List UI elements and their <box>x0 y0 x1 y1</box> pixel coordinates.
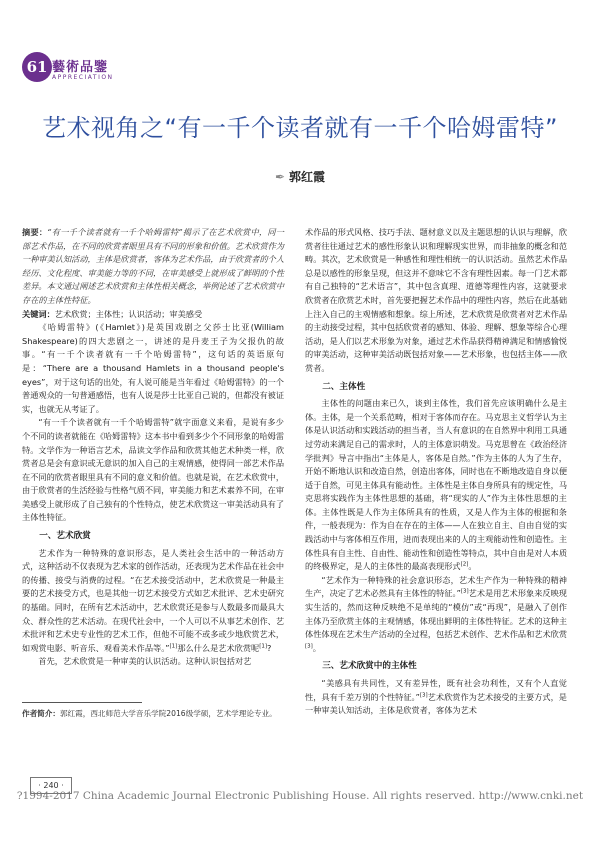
abstract: 摘要：“有一千个读者就有一千个哈姆雷特”揭示了在艺术欣赏中，同一部艺术作品，在不同的欣赏者眼里具有不同的形象和价值。艺术欣赏作为一种审美认知活动，主体是欣赏者，客体为艺术作品，由于欣赏者的个人经历、文化程度、审美能力等的不同，在审美感受上就形成了鲜明的个性差异。本文通过阐述艺术欣赏和主体性相关概念，举例论述了艺术欣赏中存在的主体性特征。 <box>22 227 285 305</box>
author-line <box>0 168 600 185</box>
paragraph: “美感具有共同性，又有差异性，既有社会功利性，又有个人直觉性，具有千差万别的个性特征。”[3]艺术欣赏作为艺术接受的主要方式，是一种审美认知活动，主体是欣赏者，客体为艺术 <box>305 678 567 716</box>
paragraph: 艺术作为一种特殊的意识形态，是人类社会生活中的一种活动方式，这种活动不仅表现为艺术家的创作活动，还表现为艺术作品在社会中的传播、接受与消费的过程。“在艺术接受活动中，艺术欣赏是一种最主要的艺术接受方式，也是其他一切艺术接受方式如艺术批评、艺术史研究的基础。同时，在所有艺术活动中，艺术欣赏还是参与人数最多而最具大众、群众性的艺术活动。在现代社会中，一个人可以不从事艺术创作、艺术批评和艺术史专业性的艺术工作，但他不可能不或多或少地欣赏艺术，如观赏电影、听音乐、观看美术作品等。”[1]那么什么是艺术欣赏呢[1]? <box>22 547 285 653</box>
footnote-rule <box>22 702 142 703</box>
journal-name: 藝術品鑒 <box>52 60 109 75</box>
left-column <box>22 226 284 669</box>
paragraph: “有一千个读者就有一千个哈姆雷特”就字面意义来看，是说有多少个不同的读者就能在《哈姆雷特》这本书中看到多少个不同形象的哈姆雷特。文学作为一种语言艺术，品读文学作品和欣赏其他艺术种类一样，欣赏者总是会有意识或无意识的加入自己的主观情感，使得同一部艺术作品在不同的欣赏者眼里具有不同的意义和价值。也就是说，在艺术欣赏中，由于欣赏者的生活经验与性格气质不同，审美能力和艺术素养不同，在审美感受上就形成了自己独有的个性特点，使艺术欣赏这一审美活动具有了主体性特征。 <box>22 417 285 523</box>
paragraph: “艺术作为一种特殊的社会意识形态，艺术生产作为一种特殊的精神生产，决定了艺术必然具有主体性的特征。”[3]艺术是用艺术形象来反映现实生活的，然而这种反映绝不是单纯的“模仿”或“再现”，是融入了创作主体乃至欣赏主体的主观情感，体现出鲜明的主体性特征。艺术的这种主体性体现在艺术生产活动的全过程，包括艺术创作、艺术作品和艺术欣赏[3]。 <box>305 574 568 653</box>
journal-logo <box>22 52 152 86</box>
paragraph: 主体性的问题由来已久，谈到主体性，我们首先应该明确什么是主体。主体，是一个关系范畴，相对于客体而存在。马克思主义哲学认为主体是认识活动和实践活动的担当者，当人有意识的在自然界中利用工具通过劳动来满足自己的需求时，人的主体意识萌发。马克思曾在《政治经济学批判》导言中指出“主体是人，客体是自然。”作为主体的人为了生存，开始不断地认识和改造自然，创造出客体，同时也在不断地改造自身以便适于自然，可见主体具有能动性。主体性是主体自身所具有的规定性，马克思将实践作为主体性思想的基础，将“现实的人”作为主体性思想的主体。主体性既是人作为主体所具有的性质，又是人作为主体的根据和条件，一般表现为：作为自在存在的主体——人在独立自主、自由自觉的实践活动中与客体相互作用，进而表现出来的人的主观能动性和创造性。主体性具有自主性、自由性、能动性和创造性等特点，其中自由是对人本质的终极界定，是人的主体性的最高表现形式[2]。 <box>305 398 568 572</box>
paragraph: 术作品的形式风格、技巧手法、题材意义以及主题思想的认识与理解，欣赏者往往通过艺术的感性形象认识和理解现实世界，而非抽象的概念和范畴。其次，艺术欣赏是一种感性和理性相统一的认识活动。虽然艺术作品总是以感性的形象呈现，但这并不意味它不含有理性因素。每一门艺术都有自己独特的“艺术语言”，其中包含真理、道德等理性内容，这就要求欣赏者在欣赏艺术时，首先要把握艺术作品中的理性内容，然后在此基础上注入自己的主观情感和想象。综上所述，艺术欣赏是欣赏者对艺术作品的主动接受过程，其中包括欣赏者的感知、体验、理解、想象等综合心理活动，是人们以艺术形象为对象，通过艺术作品获得精神满足和情感愉悦的审美活动，这种审美活动既包括对象——艺术形象，也包括主体——欣赏者。 <box>305 227 568 373</box>
pen-icon: ✒ <box>274 170 286 184</box>
section-heading: 三、艺术欣赏中的主体性 <box>322 661 417 672</box>
keywords: 关键词：艺术欣赏；主体性；认识活动；审美感受 <box>22 308 203 319</box>
paragraph: 《哈姆雷特》(《Hamlet》)是英国戏剧之父莎士比亚(William Shakespeare)的四大悲剧之一，讲述的是丹麦王子为父报仇的故事。“有一千个读者就有一千个哈姆雷特”，这句话的英语原句是：“There are a thousand Hamlets in a thousand people's eyes”，对于这句话的出处，有人说可能是当年看过《哈姆雷特》的一个普通观众的一句普通感悟，也有人说是莎士比亚自己说的，但都没有被证实，也就无从考证了。 <box>22 322 285 414</box>
copyright-notice: ?1994-2017 China Academic Journal Electronic Publishing House. All rights reserved. http://www.cnki.net <box>16 790 584 802</box>
section-heading: 二、主体性 <box>322 381 366 392</box>
page-number: · 240 · <box>30 777 72 794</box>
author-name: 郭红霞 <box>289 170 326 184</box>
author-footnote: 作者简介：郭红霞，西北师范大学音乐学院2016级学硕，艺术学理论专业。 <box>22 709 277 718</box>
journal-name-en: APPRECIATION <box>52 74 114 81</box>
article-title: 艺术视角之“有一千个读者就有一千个哈姆雷特” <box>42 114 558 142</box>
right-column <box>305 226 567 718</box>
paragraph: 首先，艺术欣赏是一种审美的认识活动。这种认识包括对艺 <box>38 656 252 667</box>
section-heading: 一、艺术欣赏 <box>39 531 91 542</box>
journal-logo-mark: 61 <box>22 52 52 82</box>
